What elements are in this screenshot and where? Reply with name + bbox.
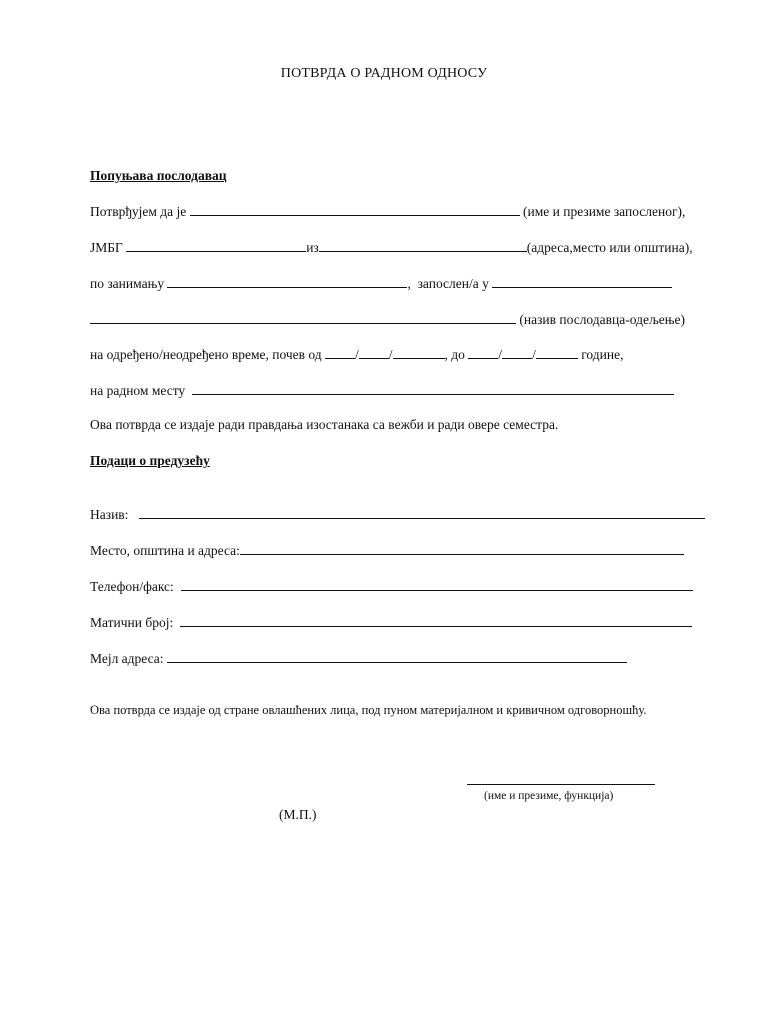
- employer-suffix: (назив послодавца-одељење): [519, 312, 686, 327]
- employer-section-heading: Попуњава послодавац: [90, 168, 227, 183]
- confirm-suffix: (име и презиме запосленог),: [523, 204, 686, 219]
- jmbg-label: ЈМБГ: [90, 240, 123, 255]
- period-row: [90, 346, 623, 363]
- position-row: [90, 382, 674, 399]
- company-email-row: [90, 650, 627, 667]
- end-month-field[interactable]: [502, 346, 532, 359]
- address-suffix: (адреса,место или општина),: [526, 240, 693, 255]
- jmbg-field[interactable]: [126, 239, 306, 252]
- company-email-label: Мејл адреса:: [90, 651, 164, 666]
- liability-note: Ова потврда се издаје од стране овлашћених лица, под пуном материјалном и кривичном одговорношћу.: [90, 703, 647, 717]
- date-separator: /: [388, 347, 393, 362]
- position-field[interactable]: [192, 382, 674, 395]
- company-reg-field[interactable]: [180, 614, 692, 627]
- occupation-row: по занимању , запослен/а у: [90, 275, 672, 292]
- confirm-row: [90, 203, 685, 220]
- date-separator: /: [355, 347, 359, 362]
- document-title: ПОТВРДА О РАДНОМ ОДНОСУ: [280, 66, 488, 81]
- address-field[interactable]: [319, 239, 527, 252]
- position-label: на радном месту: [90, 383, 186, 398]
- jmbg-row: [90, 239, 693, 256]
- company-name-row: [90, 506, 705, 523]
- period-suffix: године,: [581, 347, 624, 362]
- company-phone-label: Телефон/факс:: [90, 579, 174, 594]
- until-label: , до: [444, 347, 465, 362]
- stamp-label: (М.П.): [279, 807, 317, 822]
- date-separator: /: [498, 347, 503, 362]
- confirm-prefix: Потврђујем да је: [90, 204, 187, 219]
- end-day-field[interactable]: [468, 346, 498, 359]
- signature-caption: (име и презиме, функција): [484, 790, 614, 802]
- company-section-heading: Подаци о предузећу: [90, 453, 210, 468]
- start-day-field[interactable]: [325, 346, 355, 359]
- company-name-label: Назив:: [90, 507, 129, 522]
- company-address-row: [90, 542, 684, 559]
- company-address-label: Место, општина и адреса:: [90, 543, 240, 558]
- purpose-note: Ова потврда се издаје ради правдања изостанака са вежби и ради овере семестра.: [90, 417, 559, 432]
- company-name-field[interactable]: [139, 506, 705, 519]
- start-year-field[interactable]: [393, 346, 445, 359]
- company-email-field[interactable]: [167, 650, 627, 663]
- employer-field[interactable]: [492, 275, 672, 288]
- company-reg-label: Матични број:: [90, 615, 174, 630]
- company-phone-row: [90, 578, 693, 595]
- company-address-field[interactable]: [240, 542, 684, 555]
- employee-name-field[interactable]: [190, 203, 520, 216]
- employer-name-row: [90, 311, 685, 328]
- employer-department-field[interactable]: [90, 311, 516, 324]
- occupation-field[interactable]: [167, 275, 407, 288]
- from-label: из: [306, 240, 319, 255]
- signature-line[interactable]: [467, 784, 655, 785]
- start-month-field[interactable]: [359, 346, 389, 359]
- company-phone-field[interactable]: [181, 578, 693, 591]
- end-year-field[interactable]: [536, 346, 578, 359]
- company-reg-row: [90, 614, 692, 631]
- date-separator: /: [532, 347, 536, 362]
- period-prefix: на одређено/неодређено време, почев од: [90, 347, 322, 362]
- employed-label: запослен/а у: [417, 276, 489, 291]
- occupation-label: по занимању: [90, 276, 165, 291]
